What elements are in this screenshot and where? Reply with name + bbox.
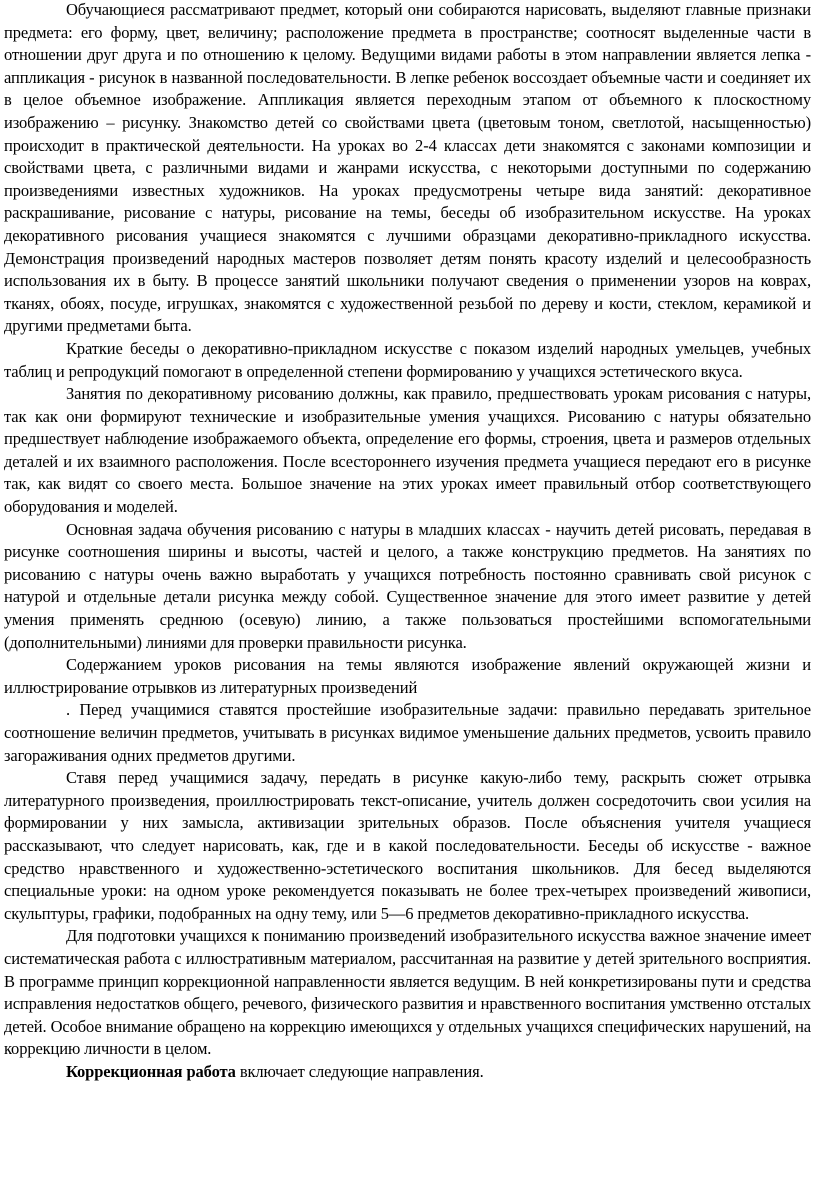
paragraph-drawing-from-nature: Основная задача обучения рисованию с натуры в младших классах - научить детей рисовать, передавая в рисунке соотношения ширины и высоты, частей и целого, а также конструкцию предметов. На занятиях по рисованию с натуры очень важно выработать у учащихся потребность постоянно сравнивать свой рисунок с натурой и отдельные детали рисунка между собой. Существенное значение для этого имеет развитие у детей умения применять среднюю (осевую) линию, а также пользоваться простейшими вспомогательными (дополнительными) линиями для проверки правильности рисунка. [4,519,811,652]
correction-work-heading: Коррекционная работа [66,1061,236,1081]
paragraph-visual-analysis: Обучающиеся рассматривают предмет, который они собираются нарисовать, выделяют главные признаки предмета: его форму, цвет, величину; расположение предмета в пространстве; соотносят выделенные части в отношении друг друга и по отношению к целому. Ведущими видами работы в этом направлении является лепка - аппликация - рисунок в названной последовательности. В лепке ребенок воссоздает объемные части и соединяет их в целое объемное изображение. Аппликация является переходным этапом от объемного к плоскостному изображению – рисунку. Знакомство детей со свойствами цвета (цветовым тоном, светлотой, насыщенностью) происходит в практической деятельности. На уроках во 2-4 классах дети знакомятся с законами композиции и свойствами цвета, с различными видами и жанрами искусства, с некоторыми доступными по содержанию произведениями известных художников. На уроках предусмотрены четыре вида занятий: декоративное раскрашивание, рисование с натуры, рисование на темы, беседы об изобразительном искусстве. На уроках декоративного рисования учащиеся знакомятся с лучшими образцами декоративно-прикладного искусства. Демонстрация произведений народных мастеров позволяет детям понять красоту изделий и целесообразность использования их в быту. В процессе занятий школьники получают сведения о применении узоров на коврах, тканях, обоях, посуде, игрушках, знакомятся с художественной резьбой по дереву и кости, стеклом, керамикой и другими предметами быта. [4,0,811,336]
paragraph-correction-work [4,1061,811,1084]
paragraph-correction-principle: Для подготовки учащихся к пониманию произведений изобразительного искусства важное значение имеет систематическая работа с иллюстративным материалом, рассчитанная на развитие у детей зрительного восприятия. В программе принцип коррекционной направленности является ведущим. В ней конкретизированы пути и средства исправления недостатков общего, речевого, физического развития и нравственного воспитания умственно отсталых детей. Особое внимание обращено на коррекцию имеющихся у отдельных учащихся специфических нарушений, на коррекцию личности в целом. [4,926,811,1059]
paragraph-simple-tasks: . Перед учащимися ставятся простейшие изобразительные задачи: правильно передавать зрительное соотношение величин предметов, учитывать в рисунках видимое уменьшение дальних предметов, усвоить правило загораживания одних предметов другими. [4,700,811,765]
paragraph-theme-drawing: Содержанием уроков рисования на темы являются изображение явлений окружающей жизни и иллюстрирование отрывков из литературных произведений [4,655,811,697]
paragraph-decorative-drawing: Занятия по декоративному рисованию должны, как правило, предшествовать урокам рисования с натуры, так как они формируют технические и изобразительные умения учащихся. Рисованию с натуры обязательно предшествует наблюдение изображаемого объекта, определение его формы, строения, цвета и размеров отдельных деталей и их взаимного расположения. После всестороннего изучения предмета учащиеся передают его в рисунке так, как видят со своего места. Большое значение на этих уроках имеет правильный отбор соответствующего оборудования и моделей. [4,384,811,517]
correction-work-text: включает следующие направления. [235,1061,484,1081]
paragraph-short-talks: Краткие беседы о декоративно-прикладном искусстве с показом изделий народных умельцев, учебных таблиц и репродукций помогают в определенной степени формированию у учащихся эстетического вкуса. [4,338,811,381]
paragraph-teacher-task: Ставя перед учащимися задачу, передать в рисунке какую-либо тему, раскрыть сюжет отрывка литературного произведения, проиллюстрировать текст-описание, учитель должен сосредоточить свои усилия на формировании у них замысла, активизации зрительных образов. После объяснения учителя учащиеся рассказывают, что следует нарисовать, как, где и в какой последовательности. Беседы об искусстве - важное средство нравственного и художественно-эстетического воспитания школьников. Для бесед выделяются специальные уроки: на одном уроке рекомендуется показывать не более трех-четырех произведений живописи, скульптуры, графики, подобранных на одну тему, или 5—6 предметов декоративно-прикладного искусства. [4,768,811,923]
